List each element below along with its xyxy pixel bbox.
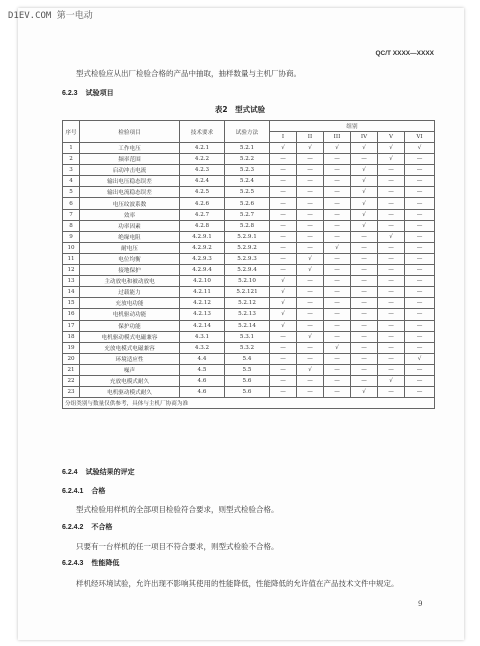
header-group: 组别 <box>270 121 435 132</box>
header-group-3: III <box>324 132 351 143</box>
section-number: 6.2.3 <box>62 90 78 97</box>
seq-cell: 10 <box>63 242 80 253</box>
group-6-cell: — <box>405 265 435 276</box>
table-caption: 表2 型式试验 <box>214 105 266 114</box>
seq-cell: 22 <box>63 375 80 386</box>
header-method: 试验方法 <box>225 121 270 143</box>
group-4-cell: — <box>351 242 378 253</box>
requirement-cell: 4.3.1 <box>180 331 225 342</box>
requirement-cell: 4.2.14 <box>180 320 225 331</box>
table-row <box>63 231 435 242</box>
group-1-cell: √ <box>270 143 297 154</box>
section-number: 6.2.4.1 <box>62 488 84 495</box>
group-6-cell: — <box>405 154 435 165</box>
requirement-cell: 4.2.2 <box>180 154 225 165</box>
seq-cell: 5 <box>63 187 80 198</box>
seq-cell: 13 <box>63 276 80 287</box>
group-4-cell: √ <box>351 187 378 198</box>
group-2-cell: — <box>297 154 324 165</box>
requirement-cell: 4.2.7 <box>180 209 225 220</box>
requirement-cell: 4.2.8 <box>180 220 225 231</box>
group-5-cell: — <box>378 253 405 264</box>
table-body <box>63 143 435 398</box>
table-row <box>63 320 435 331</box>
requirement-cell: 4.2.13 <box>180 309 225 320</box>
table-row <box>63 242 435 253</box>
item-cell: 电机驱动模式耐久 <box>80 387 180 398</box>
section-6-2-4-3-heading <box>62 558 119 568</box>
group-2-cell: — <box>297 176 324 187</box>
group-3-cell: — <box>324 364 351 375</box>
requirement-cell: 4.4 <box>180 353 225 364</box>
group-4-cell: — <box>351 287 378 298</box>
group-2-cell: — <box>297 387 324 398</box>
group-1-cell: √ <box>270 276 297 287</box>
group-5-cell: — <box>378 331 405 342</box>
requirement-cell: 4.2.12 <box>180 298 225 309</box>
group-5-cell: — <box>378 364 405 375</box>
group-3-cell: — <box>324 253 351 264</box>
item-cell: 电机驱动功能 <box>80 309 180 320</box>
group-4-cell: — <box>351 375 378 386</box>
requirement-cell: 4.2.5 <box>180 187 225 198</box>
group-3-cell: — <box>324 375 351 386</box>
group-2-cell: √ <box>297 143 324 154</box>
group-5-cell: — <box>378 265 405 276</box>
table-row <box>63 253 435 264</box>
method-cell: 5.2.1 <box>225 143 270 154</box>
seq-cell: 12 <box>63 265 80 276</box>
header-seq: 序号 <box>63 121 80 143</box>
table-row <box>63 298 435 309</box>
group-3-cell: — <box>324 176 351 187</box>
requirement-cell: 4.2.9.1 <box>180 231 225 242</box>
group-5-cell: √ <box>378 375 405 386</box>
method-cell: 5.2.6 <box>225 198 270 209</box>
doc-number: QC/T XXXX—XXXX <box>375 50 434 57</box>
paragraph-6-2-4-2: 只要有一台样机的任一项目不符合要求，则型式检验不合格。 <box>76 542 279 551</box>
requirement-cell: 4.6 <box>180 387 225 398</box>
group-4-cell: — <box>351 231 378 242</box>
group-2-cell: — <box>297 320 324 331</box>
group-1-cell: — <box>270 364 297 375</box>
method-cell: 5.2.121 <box>225 287 270 298</box>
item-cell: 效率 <box>80 209 180 220</box>
group-6-cell: — <box>405 209 435 220</box>
group-1-cell: — <box>270 265 297 276</box>
group-6-cell: — <box>405 331 435 342</box>
group-3-cell: — <box>324 298 351 309</box>
group-2-cell: — <box>297 231 324 242</box>
group-6-cell: — <box>405 375 435 386</box>
group-1-cell: √ <box>270 287 297 298</box>
group-5-cell: — <box>378 165 405 176</box>
intro-paragraph: 型式检验应从出厂检验合格的产品中抽取，抽样数量与主机厂协商。 <box>76 69 301 78</box>
seq-cell: 23 <box>63 387 80 398</box>
group-6-cell: √ <box>405 143 435 154</box>
method-cell: 5.2.8 <box>225 220 270 231</box>
group-1-cell: — <box>270 198 297 209</box>
group-4-cell: √ <box>351 165 378 176</box>
group-3-cell: — <box>324 331 351 342</box>
group-1-cell: — <box>270 209 297 220</box>
group-3-cell: — <box>324 276 351 287</box>
group-5-cell: — <box>378 298 405 309</box>
type-test-table <box>62 120 435 409</box>
group-1-cell: — <box>270 231 297 242</box>
group-4-cell: — <box>351 265 378 276</box>
group-2-cell: — <box>297 298 324 309</box>
group-6-cell: — <box>405 231 435 242</box>
group-2-cell: √ <box>297 364 324 375</box>
seq-cell: 19 <box>63 342 80 353</box>
group-4-cell: — <box>351 331 378 342</box>
item-cell: 接地保护 <box>80 265 180 276</box>
table-row <box>63 187 435 198</box>
section-number: 6.2.4 <box>62 469 78 476</box>
requirement-cell: 4.3.2 <box>180 342 225 353</box>
group-2-cell: — <box>297 287 324 298</box>
seq-cell: 4 <box>63 176 80 187</box>
page-number: 9 <box>418 600 423 608</box>
seq-cell: 8 <box>63 220 80 231</box>
group-6-cell: √ <box>405 353 435 364</box>
table-row <box>63 198 435 209</box>
group-5-cell: — <box>378 220 405 231</box>
seq-cell: 3 <box>63 165 80 176</box>
group-5-cell: — <box>378 342 405 353</box>
method-cell: 5.2.7 <box>225 209 270 220</box>
group-6-cell: — <box>405 276 435 287</box>
group-3-cell: √ <box>324 143 351 154</box>
group-6-cell: — <box>405 176 435 187</box>
group-1-cell: — <box>270 165 297 176</box>
group-4-cell: √ <box>351 387 378 398</box>
section-number: 6.2.4.2 <box>62 524 84 531</box>
section-title: 试验项目 <box>85 89 114 97</box>
group-3-cell: √ <box>324 242 351 253</box>
group-1-cell: √ <box>270 309 297 320</box>
table-footnote: 分组类别与数量仅供参考，具体与主机厂协商为准 <box>63 398 435 409</box>
requirement-cell: 4.2.1 <box>180 143 225 154</box>
section-title: 性能降低 <box>91 559 120 567</box>
group-2-cell: — <box>297 209 324 220</box>
seq-cell: 6 <box>63 198 80 209</box>
group-1-cell: — <box>270 387 297 398</box>
group-5-cell: √ <box>378 154 405 165</box>
section-6-2-3-heading <box>62 88 114 98</box>
group-1-cell: — <box>270 253 297 264</box>
seq-cell: 18 <box>63 331 80 342</box>
item-cell: 功率因素 <box>80 220 180 231</box>
requirement-cell: 4.2.4 <box>180 176 225 187</box>
item-cell: 保护功能 <box>80 320 180 331</box>
requirement-cell: 4.5 <box>180 364 225 375</box>
header-item: 检验项目 <box>80 121 180 143</box>
seq-cell: 2 <box>63 154 80 165</box>
method-cell: 5.2.9.1 <box>225 231 270 242</box>
table-row <box>63 176 435 187</box>
group-2-cell: — <box>297 342 324 353</box>
item-cell: 环境适应性 <box>80 353 180 364</box>
item-cell: 噪声 <box>80 364 180 375</box>
group-2-cell: — <box>297 375 324 386</box>
section-title: 合格 <box>91 487 106 495</box>
group-6-cell: — <box>405 364 435 375</box>
requirement-cell: 4.2.11 <box>180 287 225 298</box>
table-row <box>63 165 435 176</box>
method-cell: 5.2.14 <box>225 320 270 331</box>
header-requirement: 技术要求 <box>180 121 225 143</box>
method-cell: 5.2.13 <box>225 309 270 320</box>
group-3-cell: — <box>324 387 351 398</box>
requirement-cell: 4.2.3 <box>180 165 225 176</box>
group-2-cell: √ <box>297 253 324 264</box>
group-6-cell: — <box>405 320 435 331</box>
group-6-cell: — <box>405 342 435 353</box>
seq-cell: 11 <box>63 253 80 264</box>
item-cell: 启动冲击电流 <box>80 165 180 176</box>
group-3-cell: — <box>324 209 351 220</box>
group-3-cell: — <box>324 154 351 165</box>
group-4-cell: — <box>351 320 378 331</box>
group-3-cell: — <box>324 265 351 276</box>
group-4-cell: √ <box>351 198 378 209</box>
item-cell: 主动放电和被动放电 <box>80 276 180 287</box>
group-1-cell: √ <box>270 298 297 309</box>
group-3-cell: √ <box>324 342 351 353</box>
group-5-cell: — <box>378 242 405 253</box>
table-row <box>63 342 435 353</box>
group-5-cell: — <box>378 387 405 398</box>
item-cell: 耐电压 <box>80 242 180 253</box>
group-1-cell: — <box>270 342 297 353</box>
method-cell: 5.2.10 <box>225 276 270 287</box>
seq-cell: 17 <box>63 320 80 331</box>
header-group-5: V <box>378 132 405 143</box>
group-4-cell: √ <box>351 220 378 231</box>
item-cell: 绝缘电阻 <box>80 231 180 242</box>
table-row <box>63 209 435 220</box>
group-6-cell: — <box>405 287 435 298</box>
group-4-cell: √ <box>351 209 378 220</box>
group-3-cell: — <box>324 353 351 364</box>
item-cell: 工作电压 <box>80 143 180 154</box>
method-cell: 5.3.2 <box>225 342 270 353</box>
method-cell: 5.6 <box>225 387 270 398</box>
paragraph-6-2-4-1: 型式检验用样机的全部项目检验符合要求，则型式检验合格。 <box>76 505 279 514</box>
method-cell: 5.2.9.3 <box>225 253 270 264</box>
group-2-cell: — <box>297 242 324 253</box>
seq-cell: 1 <box>63 143 80 154</box>
group-5-cell: — <box>378 353 405 364</box>
group-4-cell: — <box>351 253 378 264</box>
group-5-cell: — <box>378 287 405 298</box>
group-4-cell: — <box>351 154 378 165</box>
group-2-cell: — <box>297 220 324 231</box>
header-group-4: IV <box>351 132 378 143</box>
table-row <box>63 331 435 342</box>
section-title: 不合格 <box>91 523 113 531</box>
group-3-cell: — <box>324 220 351 231</box>
method-cell: 5.2.4 <box>225 176 270 187</box>
table-row <box>63 287 435 298</box>
group-2-cell: √ <box>297 331 324 342</box>
group-1-cell: — <box>270 353 297 364</box>
seq-cell: 7 <box>63 209 80 220</box>
group-6-cell: — <box>405 187 435 198</box>
group-5-cell: — <box>378 187 405 198</box>
group-2-cell: — <box>297 165 324 176</box>
group-4-cell: — <box>351 309 378 320</box>
method-cell: 5.2.12 <box>225 298 270 309</box>
item-cell: 充放电模式耐久 <box>80 375 180 386</box>
group-5-cell: — <box>378 276 405 287</box>
group-1-cell: — <box>270 331 297 342</box>
group-3-cell: — <box>324 187 351 198</box>
group-4-cell: — <box>351 298 378 309</box>
group-4-cell: √ <box>351 176 378 187</box>
seq-cell: 20 <box>63 353 80 364</box>
group-6-cell: — <box>405 253 435 264</box>
group-2-cell: — <box>297 187 324 198</box>
seq-cell: 15 <box>63 298 80 309</box>
watermark: D1EV.COM 第一电动 <box>8 11 93 21</box>
method-cell: 5.6 <box>225 375 270 386</box>
group-1-cell: √ <box>270 320 297 331</box>
group-5-cell: — <box>378 309 405 320</box>
item-cell: 电位均衡 <box>80 253 180 264</box>
group-3-cell: — <box>324 198 351 209</box>
item-cell: 输出电压稳态误差 <box>80 176 180 187</box>
group-4-cell: — <box>351 364 378 375</box>
table-row <box>63 276 435 287</box>
group-1-cell: — <box>270 176 297 187</box>
group-2-cell: — <box>297 353 324 364</box>
item-cell: 过载能力 <box>80 287 180 298</box>
section-title: 试验结果的评定 <box>85 468 135 476</box>
method-cell: 5.2.9.2 <box>225 242 270 253</box>
method-cell: 5.3.1 <box>225 331 270 342</box>
group-4-cell: — <box>351 342 378 353</box>
method-cell: 5.5 <box>225 364 270 375</box>
requirement-cell: 4.2.9.3 <box>180 253 225 264</box>
section-number: 6.2.4.3 <box>62 560 84 567</box>
group-5-cell: √ <box>378 231 405 242</box>
header-group-2: II <box>297 132 324 143</box>
group-1-cell: — <box>270 154 297 165</box>
item-cell: 电机驱动模式电磁兼容 <box>80 331 180 342</box>
group-2-cell: √ <box>297 265 324 276</box>
group-1-cell: — <box>270 242 297 253</box>
group-5-cell: √ <box>378 143 405 154</box>
method-cell: 5.2.3 <box>225 165 270 176</box>
table-row <box>63 309 435 320</box>
table-row <box>63 375 435 386</box>
requirement-cell: 4.2.9.2 <box>180 242 225 253</box>
group-3-cell: — <box>324 320 351 331</box>
seq-cell: 14 <box>63 287 80 298</box>
paragraph-6-2-4-3: 样机经环境试验，允许出现不影响其使用的性能降低，性能降低的允许值在产品技术文件中规定。 <box>76 579 399 588</box>
group-2-cell: — <box>297 198 324 209</box>
group-3-cell: — <box>324 231 351 242</box>
table-row <box>63 143 435 154</box>
group-5-cell: — <box>378 176 405 187</box>
item-cell: 充放电功能 <box>80 298 180 309</box>
section-6-2-4-heading <box>62 467 135 477</box>
item-cell: 输出电流稳态误差 <box>80 187 180 198</box>
group-4-cell: — <box>351 353 378 364</box>
group-3-cell: — <box>324 165 351 176</box>
group-3-cell: — <box>324 309 351 320</box>
group-6-cell: — <box>405 198 435 209</box>
seq-cell: 21 <box>63 364 80 375</box>
table-row <box>63 387 435 398</box>
requirement-cell: 4.2.9.4 <box>180 265 225 276</box>
group-5-cell: — <box>378 209 405 220</box>
group-4-cell: √ <box>351 143 378 154</box>
header-group-6: VI <box>405 132 435 143</box>
group-6-cell: — <box>405 387 435 398</box>
requirement-cell: 4.2.10 <box>180 276 225 287</box>
group-1-cell: — <box>270 220 297 231</box>
section-6-2-4-1-heading <box>62 486 105 496</box>
seq-cell: 16 <box>63 309 80 320</box>
method-cell: 5.4 <box>225 353 270 364</box>
group-5-cell: — <box>378 320 405 331</box>
table-row <box>63 220 435 231</box>
table-row <box>63 353 435 364</box>
table-row <box>63 154 435 165</box>
table-row <box>63 364 435 375</box>
method-cell: 5.2.9.4 <box>225 265 270 276</box>
requirement-cell: 4.2.6 <box>180 198 225 209</box>
table-row <box>63 265 435 276</box>
header-group-1: I <box>270 132 297 143</box>
method-cell: 5.2.5 <box>225 187 270 198</box>
section-6-2-4-2-heading <box>62 522 112 532</box>
group-4-cell: — <box>351 276 378 287</box>
group-6-cell: — <box>405 165 435 176</box>
group-2-cell: — <box>297 276 324 287</box>
group-3-cell: — <box>324 287 351 298</box>
group-1-cell: — <box>270 375 297 386</box>
item-cell: 频率范围 <box>80 154 180 165</box>
group-6-cell: — <box>405 309 435 320</box>
item-cell: 充放电模式电磁兼容 <box>80 342 180 353</box>
seq-cell: 9 <box>63 231 80 242</box>
item-cell: 电压纹波系数 <box>80 198 180 209</box>
group-6-cell: — <box>405 298 435 309</box>
group-6-cell: — <box>405 220 435 231</box>
group-5-cell: — <box>378 198 405 209</box>
group-6-cell: — <box>405 242 435 253</box>
group-1-cell: — <box>270 187 297 198</box>
requirement-cell: 4.6 <box>180 375 225 386</box>
method-cell: 5.2.2 <box>225 154 270 165</box>
group-2-cell: — <box>297 309 324 320</box>
